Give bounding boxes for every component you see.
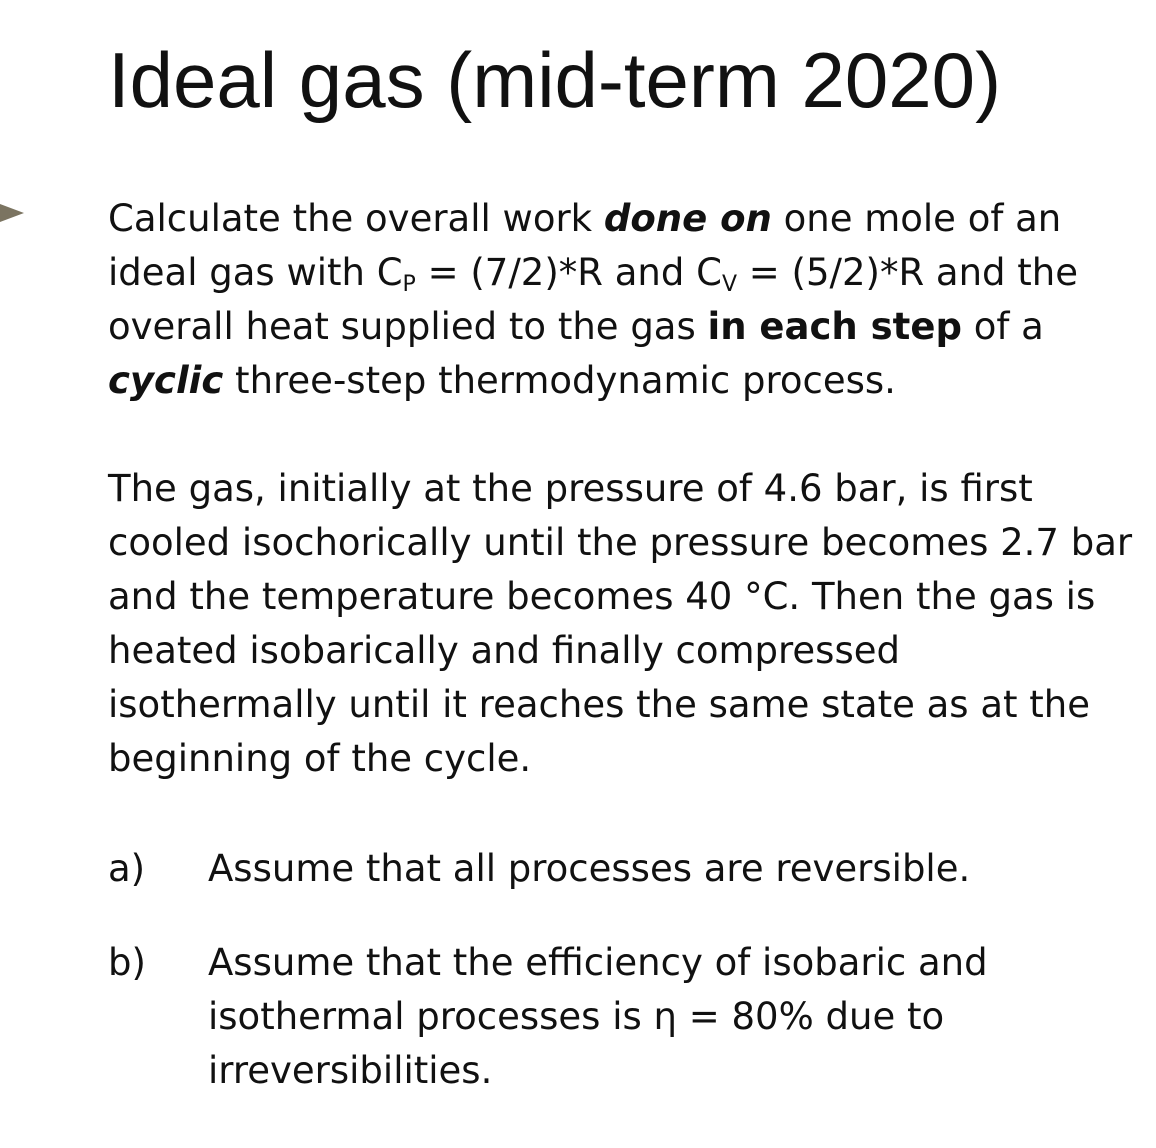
subscript-v: V	[721, 272, 738, 297]
problem-statement	[108, 192, 1138, 408]
text-run: = (5/2)*R and the overall heat supplied to the gas	[108, 251, 1079, 348]
list-item	[108, 936, 1138, 1098]
slide-title: Ideal gas (mid-term 2020)	[108, 36, 1002, 124]
list-item	[108, 842, 1138, 896]
item-text: Assume that the efficiency of isobaric and isothermal processes is η = 80% due to irreversibilities.	[208, 941, 988, 1092]
process-description: The gas, initially at the pressure of 4.6 bar, is first cooled isochorically until the pressure becomes 2.7 bar and the temperature becomes 40 °C. Then the gas is heated isobarically and finally compressed isothermally until it reaches the same state as at the beginning of the cycle.	[108, 467, 1133, 780]
emphasis-cyclic: cyclic	[108, 359, 224, 402]
arrow-bullet-icon	[0, 204, 24, 222]
question-list	[108, 842, 1138, 1098]
text-run: Calculate the overall work	[108, 197, 604, 240]
emphasis-done-on: done on	[603, 197, 772, 240]
emphasis-in-each-step: in each step	[707, 305, 962, 348]
text-run: one mole of an ideal gas with C	[108, 197, 1062, 294]
item-marker: a)	[108, 847, 146, 890]
text-run: three-step thermodynamic process.	[223, 359, 896, 402]
item-marker: b)	[108, 941, 146, 984]
item-text: Assume that all processes are reversible.	[208, 847, 971, 890]
subscript-p: P	[402, 272, 416, 297]
text-run: = (7/2)*R and C	[415, 251, 722, 294]
text-run: of a	[961, 305, 1044, 348]
slide-body	[108, 192, 1138, 1098]
